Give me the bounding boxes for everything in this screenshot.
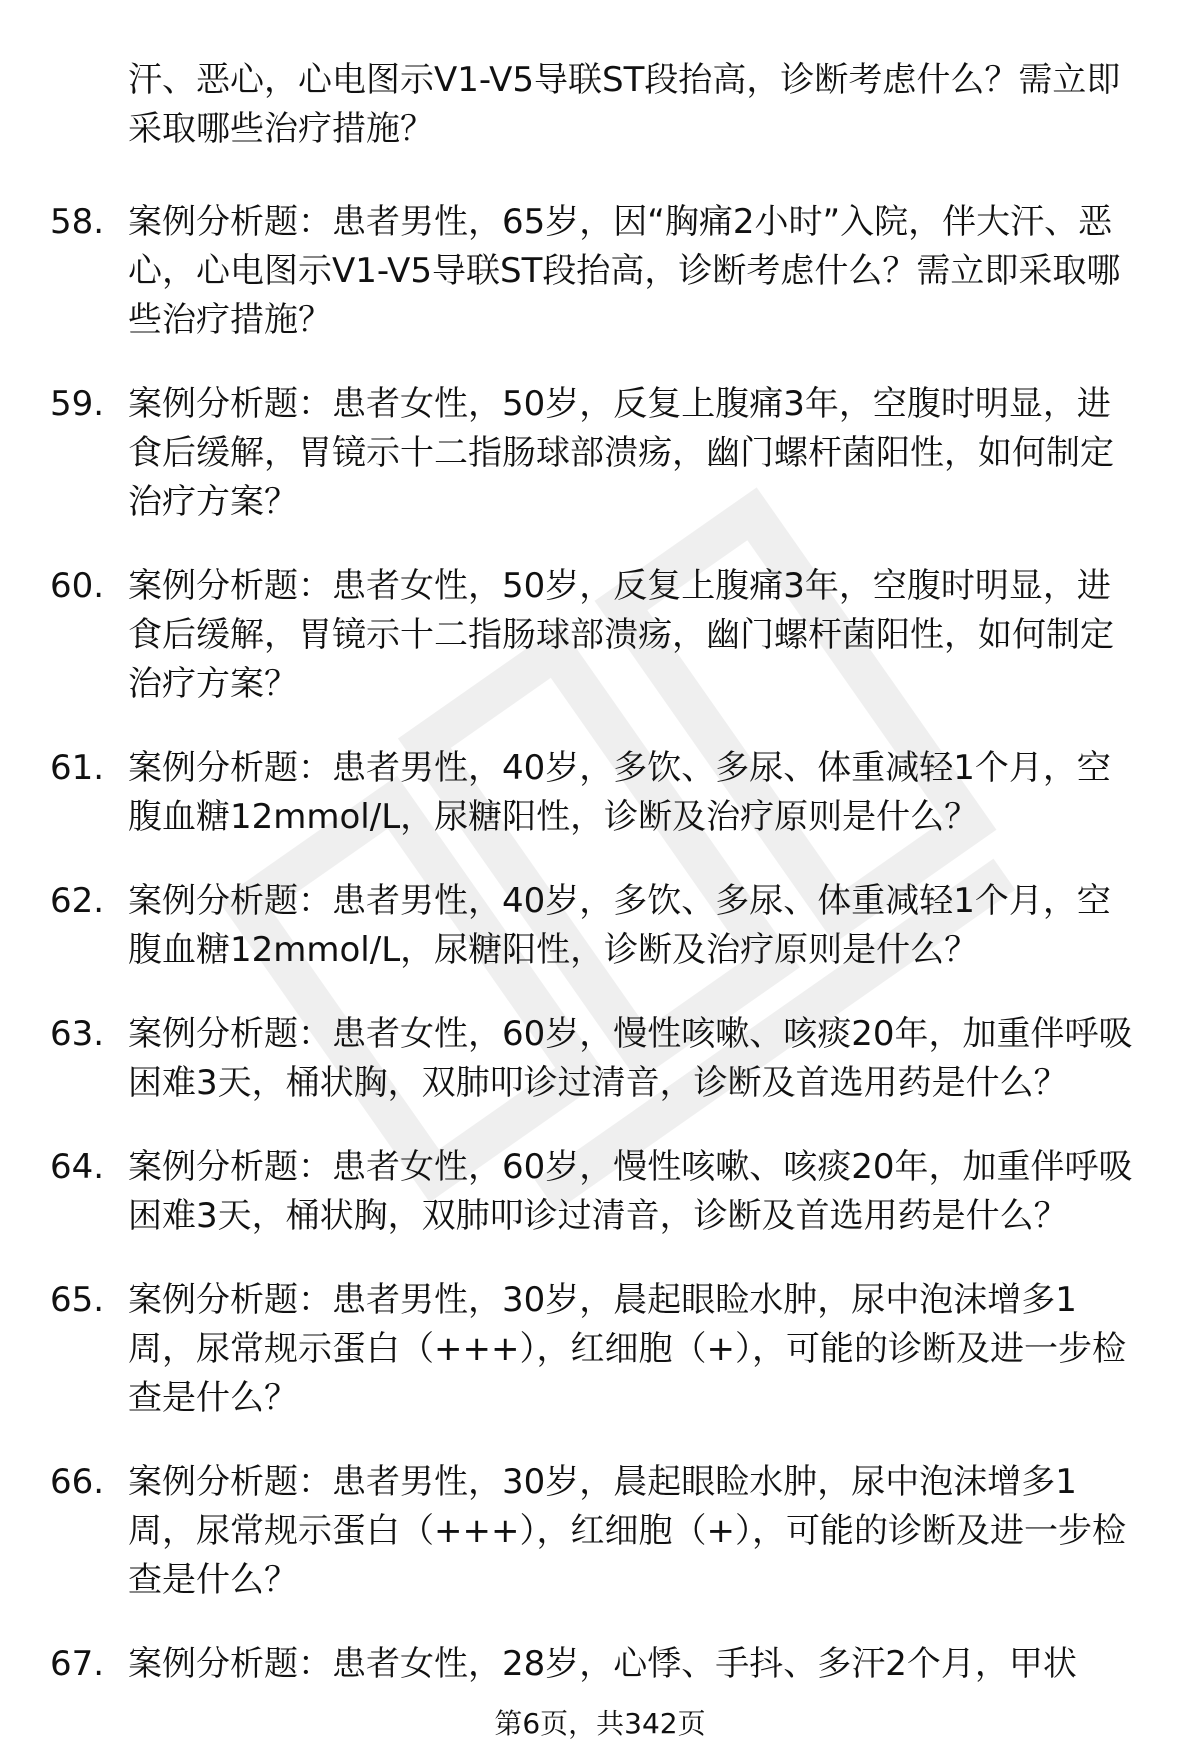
question-item xyxy=(0,198,1200,380)
question-text: 案例分析题：患者男性，65岁，因“胸痛2小时”入院，伴大汗、恶心，心电图示V1-V5导联ST段抬高，诊断考虑什么？需立即采取哪些治疗措施？ xyxy=(128,202,1121,340)
question-text: 案例分析题：患者女性，60岁，慢性咳嗽、咳痰20年，加重伴呼吸困难3天，桶状胸，双肺叩诊过清音，诊断及首选用药是什么？ xyxy=(128,1014,1133,1103)
question-text: 案例分析题：患者女性，50岁，反复上腹痛3年，空腹时明显，进食后缓解，胃镜示十二指肠球部溃疡，幽门螺杆菌阳性，如何制定治疗方案？ xyxy=(128,384,1114,522)
question-number: 58. xyxy=(50,202,105,242)
question-item xyxy=(0,1010,1200,1143)
question-text: 案例分析题：患者女性，28岁，心悸、手抖、多汗2个月，甲状 xyxy=(128,1644,1077,1684)
question-number: 63. xyxy=(50,1014,105,1054)
question-item xyxy=(0,1276,1200,1458)
question-number: 62. xyxy=(50,881,105,921)
continuation-text: 汗、恶心，心电图示V1-V5导联ST段抬高，诊断考虑什么？需立即采取哪些治疗措施？ xyxy=(128,60,1121,149)
question-number: 65. xyxy=(50,1280,105,1320)
question-text: 案例分析题：患者男性，40岁，多饮、多尿、体重减轻1个月，空腹血糖12mmol/L，尿糖阳性，诊断及治疗原则是什么？ xyxy=(128,881,1111,970)
question-number: 67. xyxy=(50,1644,105,1684)
question-number: 66. xyxy=(50,1462,105,1502)
question-number: 59. xyxy=(50,384,105,424)
question-text: 案例分析题：患者女性，50岁，反复上腹痛3年，空腹时明显，进食后缓解，胃镜示十二指肠球部溃疡，幽门螺杆菌阳性，如何制定治疗方案？ xyxy=(128,566,1114,704)
page-footer: 第6页，共342页 xyxy=(494,1707,706,1740)
question-list xyxy=(0,198,1200,1700)
question-number: 64. xyxy=(50,1147,105,1187)
question-item xyxy=(0,877,1200,1010)
question-number: 60. xyxy=(50,566,105,606)
question-text: 案例分析题：患者男性，30岁，晨起眼睑水肿，尿中泡沫增多1周，尿常规示蛋白（+++），红细胞（+），可能的诊断及进一步检查是什么？ xyxy=(128,1462,1126,1600)
question-number: 61. xyxy=(50,748,105,788)
question-text: 案例分析题：患者女性，60岁，慢性咳嗽、咳痰20年，加重伴呼吸困难3天，桶状胸，双肺叩诊过清音，诊断及首选用药是什么？ xyxy=(128,1147,1133,1236)
question-text: 案例分析题：患者男性，40岁，多饮、多尿、体重减轻1个月，空腹血糖12mmol/L，尿糖阳性，诊断及治疗原则是什么？ xyxy=(128,748,1111,837)
question-text: 案例分析题：患者男性，30岁，晨起眼睑水肿，尿中泡沫增多1周，尿常规示蛋白（+++），红细胞（+），可能的诊断及进一步检查是什么？ xyxy=(128,1280,1126,1418)
question-item xyxy=(0,562,1200,744)
question-item xyxy=(0,1640,1200,1700)
question-item xyxy=(0,744,1200,877)
question-item xyxy=(0,380,1200,562)
question-item xyxy=(0,1458,1200,1640)
question-item xyxy=(0,1143,1200,1276)
